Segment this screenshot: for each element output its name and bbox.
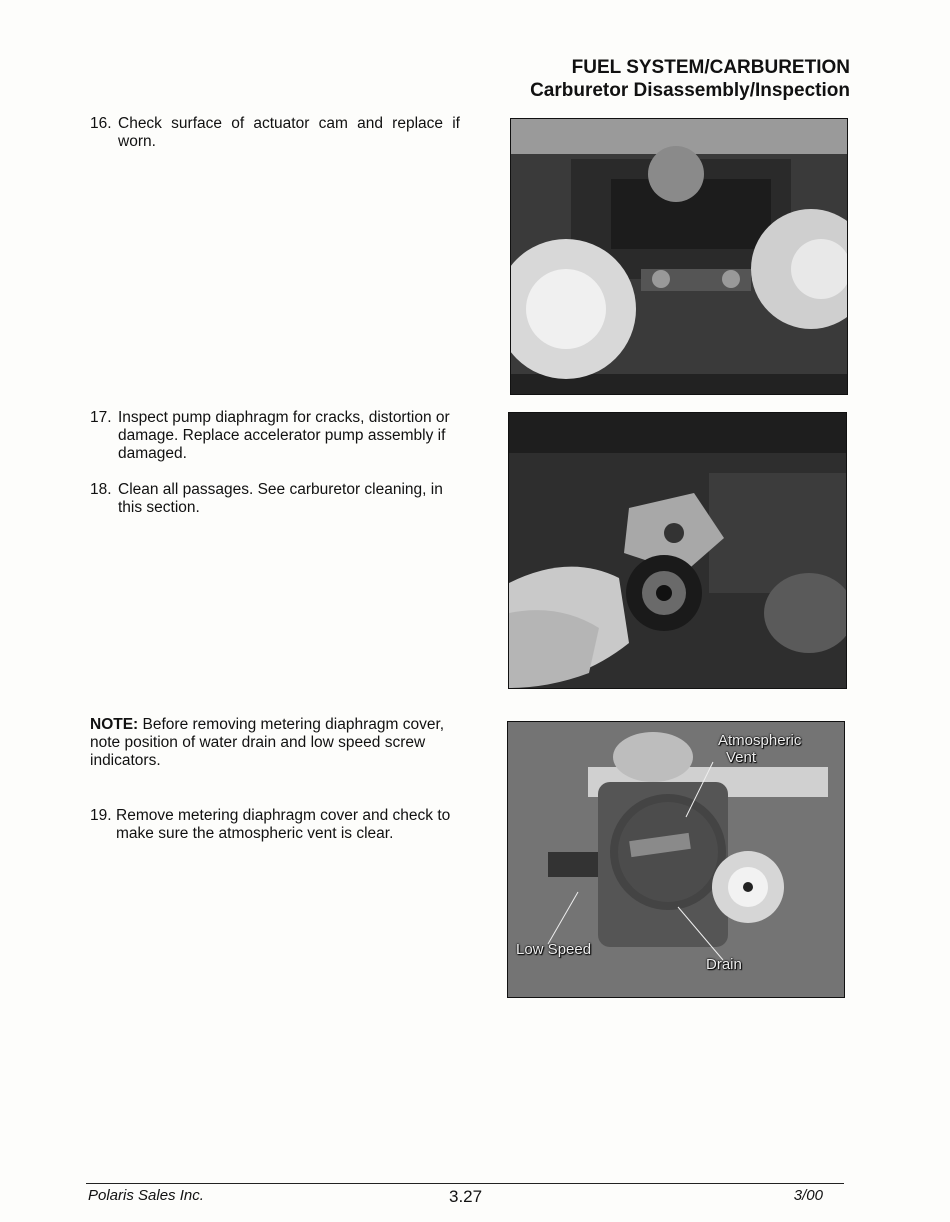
section-title: FUEL SYSTEM/CARBURETION <box>571 57 850 78</box>
photo-pump-diaphragm <box>508 412 847 689</box>
step-text: Remove metering diaphragm cover and check to make sure the atmospheric vent is clear. <box>116 807 451 842</box>
note-text: Before removing metering diaphragm cover, note position of water drain and low speed screw indicators. <box>90 716 445 769</box>
note <box>90 716 452 770</box>
step-number: 19. <box>90 807 112 824</box>
step-number: 17. <box>90 409 112 426</box>
step-number: 16. <box>90 115 112 132</box>
step-text: Clean all passages. See carburetor cleaning, in this section. <box>118 481 443 516</box>
photo-actuator-cam <box>510 118 848 395</box>
step-text: Inspect pump diaphragm for cracks, distortion or damage. Replace accelerator pump assembly if damaged. <box>118 409 450 462</box>
low-speed-label: Low Speed <box>516 941 592 958</box>
step-text: Check surface of actuator cam and replace if worn. <box>118 115 460 150</box>
footer-company: Polaris Sales Inc. <box>88 1187 204 1204</box>
atmospheric-vent-label: Atmospheric Vent <box>718 732 802 766</box>
photo-metering-cover <box>507 721 845 998</box>
step-17 <box>90 409 460 463</box>
step-18 <box>90 481 460 517</box>
step-19 <box>90 807 460 843</box>
note-label: NOTE: <box>90 716 139 733</box>
drain-label: Drain <box>706 956 742 973</box>
step-number: 18. <box>90 481 112 498</box>
subsection-title: Carburetor Disassembly/Inspection <box>530 80 850 101</box>
step-16 <box>90 115 460 151</box>
page-number: 3.27 <box>449 1187 483 1206</box>
footer-rule <box>86 1183 844 1184</box>
footer-date: 3/00 <box>793 1187 823 1204</box>
